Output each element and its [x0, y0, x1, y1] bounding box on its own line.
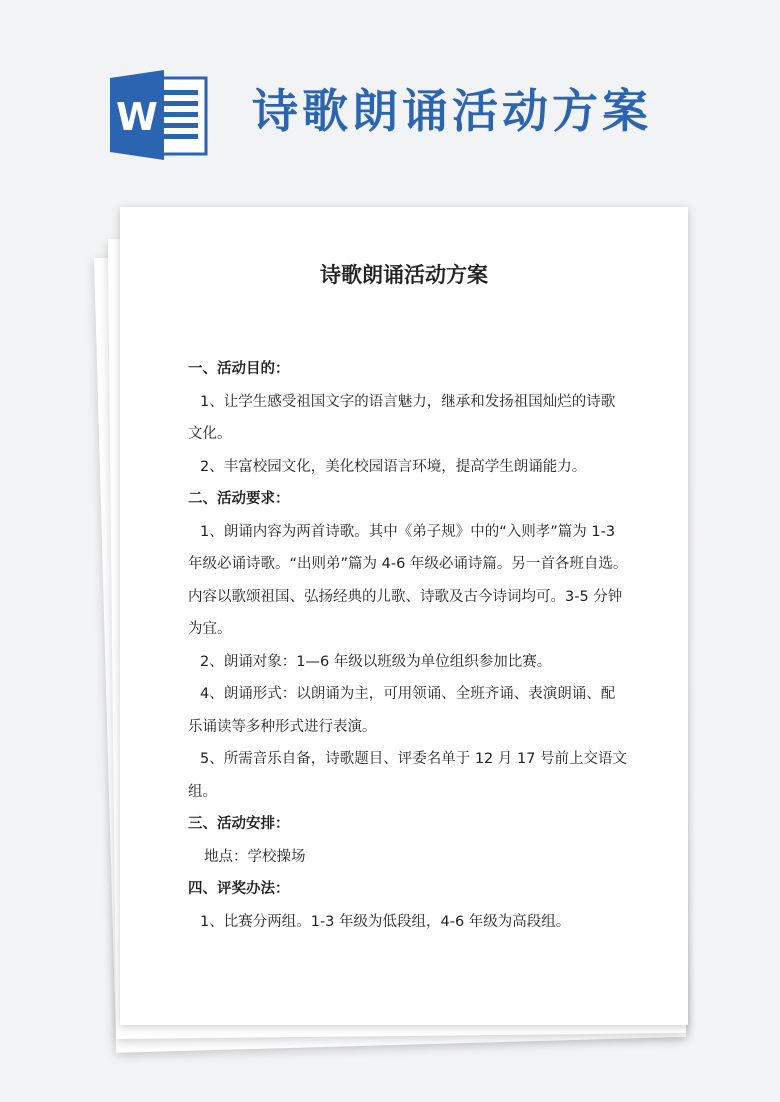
paragraph: 2、朗诵对象：1—6 年级以班级为单位组织参加比赛。: [200, 653, 552, 670]
section-heading: 三、活动安排：: [188, 816, 290, 832]
section-heading: 一、活动目的：: [188, 361, 290, 377]
document-body: [188, 353, 628, 938]
logo-letter: W: [116, 95, 158, 139]
paragraph: 1、朗诵内容为两首诗歌。其中《弟子规》中的“入则孝”篇为 1-3 年级必诵诗歌。“出则弟”篇为 4-6 年级必诵诗篇。另一首各班自选。内容以歌颂祖国、弘扬经典的儿歌、诗歌及古今诗词均可。3-5 分钟为宜。: [188, 523, 628, 637]
section-heading: 二、活动要求：: [188, 491, 290, 507]
document-page: [120, 207, 688, 1025]
banner: [0, 0, 780, 180]
document-title: 诗歌朗诵活动方案: [320, 263, 488, 287]
paragraph: 4、朗诵形式：以朗诵为主，可用领诵、全班齐诵、表演朗诵、配乐诵读等多种形式进行表演。: [188, 686, 616, 735]
paragraph: 5、所需音乐自备，诗歌题目、评委名单于 12 月 17 号前上交语文组。: [188, 751, 628, 800]
paragraph: 2、丰富校园文化，美化校园语言环境，提高学生朗诵能力。: [200, 458, 587, 475]
paragraph: 地点：学校操场: [204, 848, 306, 865]
banner-title: 诗歌朗诵活动方案: [252, 84, 652, 138]
paragraph: 1、比赛分两组。1-3 年级为低段组，4-6 年级为高段组。: [200, 913, 571, 930]
word-document-icon: [110, 70, 210, 160]
paragraph: 1、让学生感受祖国文字的语言魅力，继承和发扬祖国灿烂的诗歌文化。: [188, 393, 616, 442]
section-heading: 四、评奖办法：: [188, 881, 290, 897]
